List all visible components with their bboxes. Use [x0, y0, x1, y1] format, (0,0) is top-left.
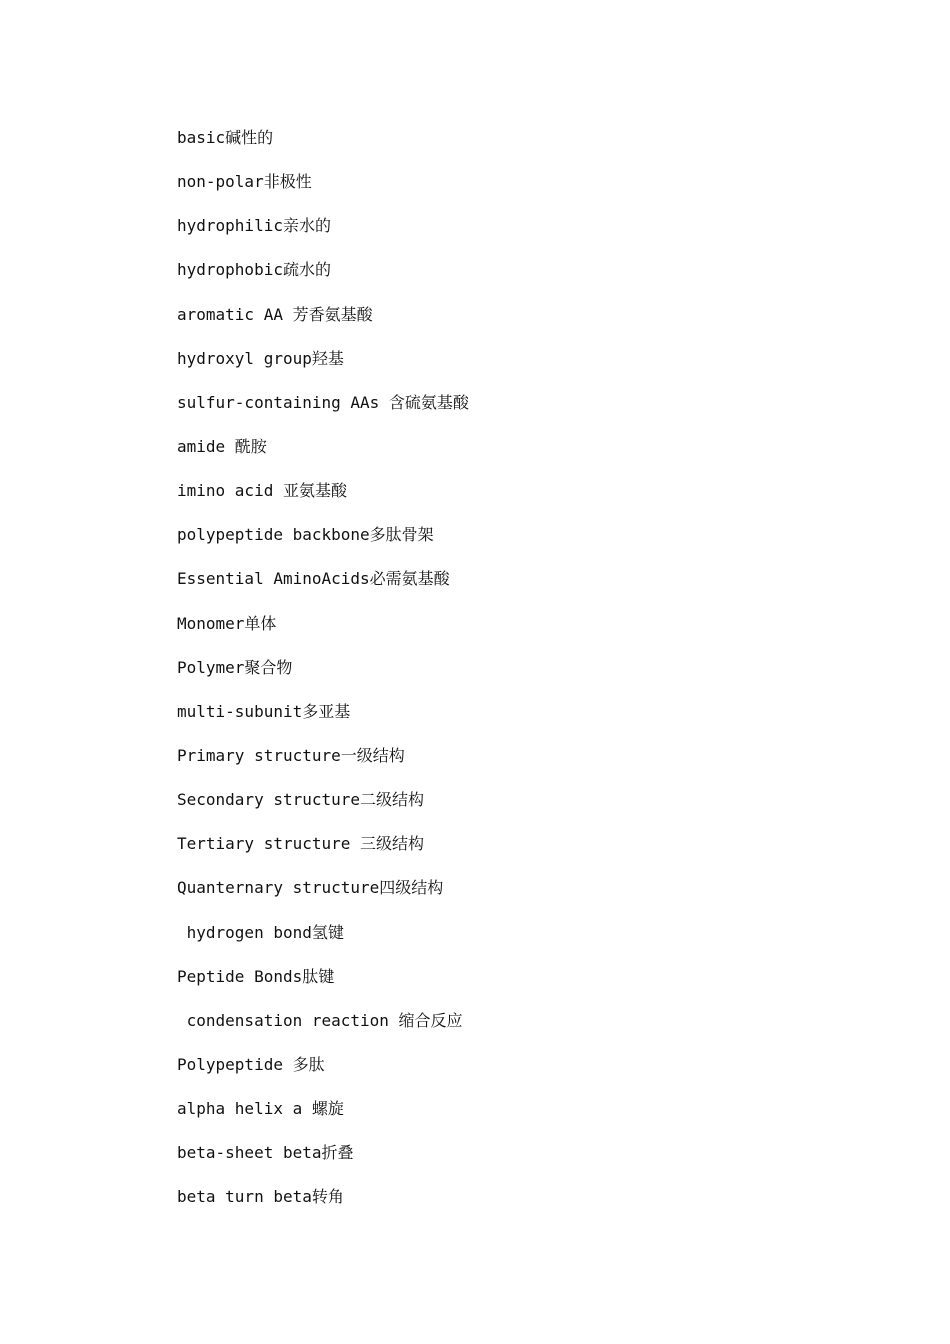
glossary-term: aromatic AA 芳香氨基酸 [177, 304, 373, 324]
glossary-term: Secondary structure二级结构 [177, 790, 425, 810]
glossary-term: multi-subunit多亚基 [177, 701, 351, 721]
glossary-term: Polypeptide 多肽 [177, 1054, 325, 1074]
glossary-term: non-polar非极性 [177, 172, 312, 192]
glossary-term-list [177, 124, 469, 1228]
glossary-term: hydroxyl group羟基 [177, 348, 344, 368]
glossary-term: Tertiary structure 三级结构 [177, 834, 425, 854]
glossary-term: condensation reaction 缩合反应 [177, 1010, 463, 1030]
glossary-term: Primary structure一级结构 [177, 745, 405, 765]
glossary-term: beta-sheet beta折叠 [177, 1143, 354, 1163]
glossary-term: imino acid 亚氨基酸 [177, 481, 347, 501]
glossary-term: hydrogen bond氢键 [177, 922, 344, 942]
glossary-term: hydrophilic亲水的 [177, 216, 331, 236]
glossary-term: Polymer聚合物 [177, 657, 293, 677]
glossary-term: polypeptide backbone多肽骨架 [177, 525, 434, 545]
glossary-term: beta turn beta转角 [177, 1187, 344, 1207]
glossary-term: Peptide Bonds肽键 [177, 966, 335, 986]
glossary-term: Quanternary structure四级结构 [177, 878, 444, 898]
glossary-term: basic碱性的 [177, 128, 274, 147]
glossary-term: Essential AminoAcids必需氨基酸 [177, 569, 450, 589]
glossary-term: hydrophobic疏水的 [177, 260, 331, 280]
glossary-term: sulfur-containing AAs 含硫氨基酸 [177, 392, 469, 412]
glossary-term: amide 酰胺 [177, 436, 267, 456]
glossary-term: Monomer单体 [177, 613, 277, 633]
glossary-term: alpha helix a 螺旋 [177, 1099, 344, 1119]
